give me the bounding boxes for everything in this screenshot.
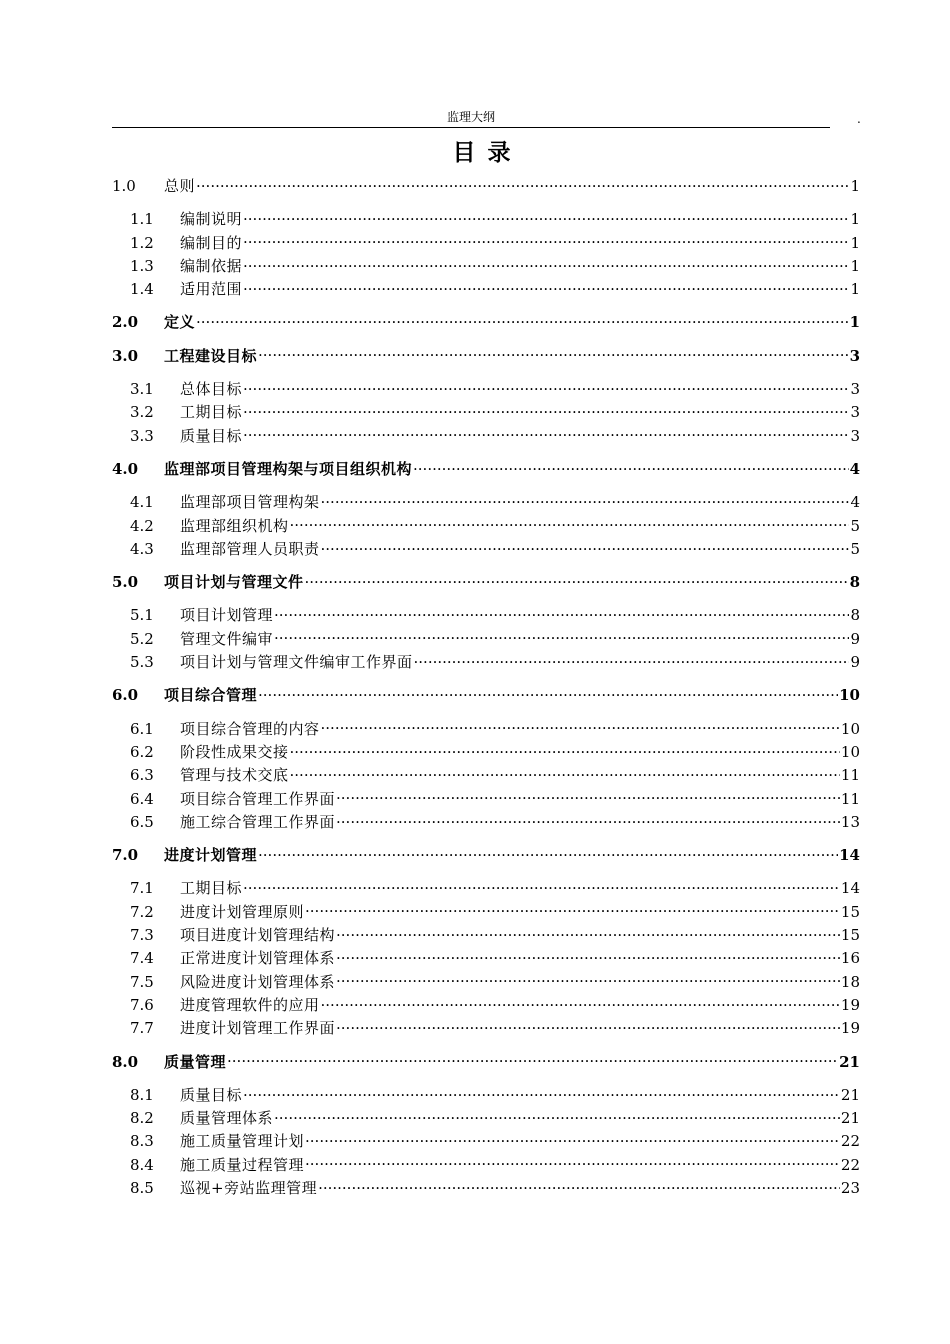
dot-leader bbox=[305, 1131, 840, 1146]
toc-page-number: 19 bbox=[840, 1019, 860, 1038]
dot-leader bbox=[290, 742, 840, 757]
toc-entry-title: 质量目标 bbox=[180, 1085, 243, 1104]
toc-subsection[interactable] bbox=[112, 811, 860, 834]
toc-page-number: 22 bbox=[840, 1132, 860, 1151]
toc-number: 8.5 bbox=[130, 1178, 154, 1197]
toc-page-number: 3 bbox=[850, 403, 860, 422]
toc-section[interactable] bbox=[112, 571, 860, 594]
dot-leader bbox=[321, 539, 850, 554]
toc-subsection[interactable] bbox=[112, 515, 860, 538]
toc-page-number: 1 bbox=[850, 177, 860, 195]
toc-subsection[interactable] bbox=[112, 208, 860, 231]
dot-leader bbox=[336, 972, 840, 987]
toc-entry-title: 管理文件编审 bbox=[180, 629, 274, 648]
dot-leader bbox=[243, 209, 849, 224]
dot-leader bbox=[243, 402, 849, 417]
toc-subsection[interactable] bbox=[112, 378, 860, 401]
toc-subsection[interactable] bbox=[112, 788, 860, 811]
toc-number: 6.0 bbox=[112, 686, 139, 705]
toc-page-number: 15 bbox=[840, 902, 860, 921]
toc-entry-title: 总体目标 bbox=[180, 380, 243, 399]
toc-entry-title: 监理部组织机构 bbox=[180, 516, 289, 535]
dot-leader bbox=[321, 492, 850, 507]
toc-number: 7.6 bbox=[130, 995, 154, 1014]
dot-leader bbox=[243, 426, 849, 441]
toc-entry-title: 项目计划与管理文件 bbox=[164, 573, 304, 592]
toc-number: 3.2 bbox=[130, 403, 154, 422]
toc-entry-title: 适用范围 bbox=[180, 280, 243, 299]
toc-entry-title: 总则 bbox=[164, 177, 196, 195]
toc-page-number: 8 bbox=[849, 573, 860, 592]
toc-subsection[interactable] bbox=[112, 401, 860, 424]
toc-number: 1.1 bbox=[130, 210, 154, 229]
toc-page-number: 1 bbox=[850, 280, 860, 299]
toc-entry-title: 正常进度计划管理体系 bbox=[180, 949, 336, 968]
toc-page-number: 3 bbox=[850, 380, 860, 399]
toc-number: 6.3 bbox=[130, 766, 154, 785]
dot-leader bbox=[321, 719, 840, 734]
toc-subsection[interactable] bbox=[112, 1177, 860, 1200]
toc-subsection[interactable] bbox=[112, 628, 860, 651]
dot-leader bbox=[336, 925, 840, 940]
dot-leader bbox=[258, 845, 838, 860]
dot-leader bbox=[336, 1018, 840, 1033]
toc-number: 7.5 bbox=[130, 972, 154, 991]
toc-number: 7.7 bbox=[130, 1019, 154, 1038]
toc-subsection[interactable] bbox=[112, 877, 860, 900]
toc-entry-title: 项目进度计划管理结构 bbox=[180, 926, 336, 945]
toc-entry-title: 编制依据 bbox=[180, 256, 243, 275]
toc-entry-title: 监理部管理人员职责 bbox=[180, 539, 320, 558]
toc-entry-title: 工期目标 bbox=[180, 879, 243, 898]
toc-entry-title: 质量目标 bbox=[180, 426, 243, 445]
toc-entry-title: 项目综合管理工作界面 bbox=[180, 789, 336, 808]
toc-entry-title: 施工质量管理计划 bbox=[180, 1132, 305, 1151]
toc-entry-title: 工程建设目标 bbox=[164, 346, 258, 365]
dot-leader bbox=[243, 379, 849, 394]
dot-leader bbox=[258, 346, 849, 361]
toc-page-number: 11 bbox=[840, 766, 860, 785]
toc-number: 8.0 bbox=[112, 1052, 139, 1071]
dot-leader bbox=[274, 605, 849, 620]
toc-page-number: 4 bbox=[850, 493, 860, 512]
toc-entry-title: 进度计划管理 bbox=[164, 846, 258, 865]
toc-subsection[interactable] bbox=[112, 651, 860, 674]
dot-leader bbox=[305, 902, 840, 917]
dot-leader bbox=[274, 629, 849, 644]
toc-page-number: 21 bbox=[840, 1109, 860, 1128]
toc-number: 7.1 bbox=[130, 879, 154, 898]
toc-subsection[interactable] bbox=[112, 764, 860, 787]
toc-page-number: 21 bbox=[839, 1052, 860, 1071]
toc-page-number: 19 bbox=[840, 995, 860, 1014]
toc-entry-title: 进度计划管理原则 bbox=[180, 902, 305, 921]
toc-page-number: 18 bbox=[840, 972, 860, 991]
toc-entry-title: 监理部项目管理构架与项目组织机构 bbox=[164, 459, 413, 478]
table-of-contents bbox=[112, 173, 860, 1200]
toc-page-number: 5 bbox=[850, 516, 860, 535]
toc-number: 6.1 bbox=[130, 719, 154, 738]
toc-entry-title: 定义 bbox=[164, 313, 196, 332]
toc-number: 7.2 bbox=[130, 902, 154, 921]
toc-number: 8.2 bbox=[130, 1109, 154, 1128]
toc-entry-title: 项目计划管理 bbox=[180, 606, 274, 625]
dot-leader bbox=[290, 516, 850, 531]
toc-section[interactable] bbox=[112, 175, 860, 198]
toc-subsection[interactable] bbox=[112, 255, 860, 278]
toc-page-number: 9 bbox=[850, 653, 860, 672]
toc-entry-title: 项目计划与管理文件编审工作界面 bbox=[180, 653, 413, 672]
header-mark: . bbox=[857, 112, 861, 126]
toc-number: 6.4 bbox=[130, 789, 154, 808]
toc-page-number: 1 bbox=[850, 233, 860, 252]
toc-page-number: 10 bbox=[839, 686, 860, 705]
dot-leader bbox=[243, 279, 849, 294]
toc-subsection[interactable] bbox=[112, 971, 860, 994]
toc-page-number: 21 bbox=[840, 1085, 860, 1104]
toc-page-number: 11 bbox=[840, 789, 860, 808]
toc-page-number: 14 bbox=[840, 879, 860, 898]
dot-leader bbox=[336, 789, 840, 804]
toc-number: 6.2 bbox=[130, 742, 154, 761]
dot-leader bbox=[305, 1155, 840, 1170]
toc-page-number: 4 bbox=[849, 459, 860, 478]
toc-number: 5.0 bbox=[112, 573, 139, 592]
toc-number: 1.2 bbox=[130, 233, 154, 252]
toc-subsection[interactable] bbox=[112, 741, 860, 764]
toc-section[interactable] bbox=[112, 458, 860, 481]
dot-leader bbox=[196, 312, 849, 327]
toc-section[interactable] bbox=[112, 684, 860, 707]
toc-entry-title: 阶段性成果交接 bbox=[180, 742, 289, 761]
dot-leader bbox=[290, 765, 840, 780]
toc-number: 8.4 bbox=[130, 1155, 154, 1174]
toc-page-number: 13 bbox=[840, 812, 860, 831]
toc-subsection[interactable] bbox=[112, 1017, 860, 1040]
toc-number: 2.0 bbox=[112, 313, 139, 332]
toc-entry-title: 施工综合管理工作界面 bbox=[180, 812, 336, 831]
dot-leader bbox=[414, 652, 850, 667]
dot-leader bbox=[243, 1085, 840, 1100]
toc-entry-title: 进度计划管理工作界面 bbox=[180, 1019, 336, 1038]
toc-subsection[interactable] bbox=[112, 994, 860, 1017]
toc-page-number: 8 bbox=[850, 606, 860, 625]
toc-entry-title: 质量管理体系 bbox=[180, 1109, 274, 1128]
toc-number: 1.3 bbox=[130, 256, 154, 275]
toc-entry-title: 编制目的 bbox=[180, 233, 243, 252]
toc-subsection[interactable] bbox=[112, 491, 860, 514]
toc-number: 3.1 bbox=[130, 380, 154, 399]
toc-subsection[interactable] bbox=[112, 232, 860, 255]
toc-number: 8.3 bbox=[130, 1132, 154, 1151]
dot-leader bbox=[258, 685, 838, 700]
dot-leader bbox=[243, 256, 849, 271]
toc-entry-title: 管理与技术交底 bbox=[180, 766, 289, 785]
toc-page-number: 9 bbox=[850, 629, 860, 648]
toc-subsection[interactable] bbox=[112, 604, 860, 627]
dot-leader bbox=[318, 1178, 840, 1193]
toc-entry-title: 巡视+旁站监理管理 bbox=[180, 1178, 318, 1197]
toc-entry-title: 项目综合管理 bbox=[164, 686, 258, 705]
toc-number: 5.1 bbox=[130, 606, 154, 625]
toc-number: 7.3 bbox=[130, 926, 154, 945]
dot-leader bbox=[336, 812, 840, 827]
toc-section[interactable] bbox=[112, 1051, 860, 1074]
toc-page-number: 23 bbox=[840, 1178, 860, 1197]
dot-leader bbox=[243, 878, 840, 893]
toc-entry-title: 质量管理 bbox=[164, 1052, 227, 1071]
dot-leader bbox=[227, 1052, 838, 1067]
toc-subsection[interactable] bbox=[112, 278, 860, 301]
toc-number: 5.2 bbox=[130, 629, 154, 648]
toc-page-number: 3 bbox=[850, 426, 860, 445]
toc-subsection[interactable] bbox=[112, 538, 860, 561]
dot-leader bbox=[305, 572, 849, 587]
toc-entry-title: 项目综合管理的内容 bbox=[180, 719, 320, 738]
page-header bbox=[112, 108, 830, 128]
dot-leader bbox=[413, 459, 849, 474]
toc-page-number: 15 bbox=[840, 926, 860, 945]
toc-page-number: 1 bbox=[850, 210, 860, 229]
dot-leader bbox=[243, 233, 849, 248]
toc-page-number: 10 bbox=[840, 742, 860, 761]
dot-leader bbox=[321, 995, 840, 1010]
toc-number: 7.0 bbox=[112, 846, 139, 865]
toc-subsection[interactable] bbox=[112, 425, 860, 448]
toc-number: 4.1 bbox=[130, 493, 154, 512]
toc-number: 4.3 bbox=[130, 539, 154, 558]
toc-page-number: 22 bbox=[840, 1155, 860, 1174]
toc-number: 4.2 bbox=[130, 516, 154, 535]
toc-page-number: 5 bbox=[850, 539, 860, 558]
toc-section[interactable] bbox=[112, 844, 860, 867]
toc-subsection[interactable] bbox=[112, 924, 860, 947]
header-title: 监理大纲 bbox=[446, 110, 495, 124]
toc-subsection[interactable] bbox=[112, 1154, 860, 1177]
toc-page-number: 1 bbox=[849, 313, 860, 332]
toc-subsection[interactable] bbox=[112, 1084, 860, 1107]
dot-leader bbox=[196, 176, 849, 191]
toc-section[interactable] bbox=[112, 345, 860, 368]
toc-number: 3.0 bbox=[112, 346, 139, 365]
toc-number: 4.0 bbox=[112, 459, 139, 478]
toc-number: 1.0 bbox=[112, 177, 136, 195]
toc-entry-title: 编制说明 bbox=[180, 210, 243, 229]
toc-subsection[interactable] bbox=[112, 901, 860, 924]
toc-number: 5.3 bbox=[130, 653, 154, 672]
toc-number: 1.4 bbox=[130, 280, 154, 299]
toc-subsection[interactable] bbox=[112, 718, 860, 741]
toc-page-number: 14 bbox=[839, 846, 860, 865]
toc-entry-title: 施工质量过程管理 bbox=[180, 1155, 305, 1174]
toc-title: 目录 bbox=[452, 139, 523, 166]
toc-page-number: 16 bbox=[840, 949, 860, 968]
toc-number: 7.4 bbox=[130, 949, 154, 968]
toc-entry-title: 进度管理软件的应用 bbox=[180, 995, 320, 1014]
toc-subsection[interactable] bbox=[112, 1130, 860, 1153]
toc-number: 8.1 bbox=[130, 1085, 154, 1104]
toc-subsection[interactable] bbox=[112, 947, 860, 970]
toc-number: 6.5 bbox=[130, 812, 154, 831]
toc-page-number: 3 bbox=[849, 346, 860, 365]
toc-subsection[interactable] bbox=[112, 1107, 860, 1130]
toc-page-number: 1 bbox=[850, 256, 860, 275]
toc-number: 3.3 bbox=[130, 426, 154, 445]
toc-section[interactable] bbox=[112, 311, 860, 334]
toc-entry-title: 风险进度计划管理体系 bbox=[180, 972, 336, 991]
dot-leader bbox=[274, 1108, 840, 1123]
dot-leader bbox=[336, 948, 840, 963]
toc-entry-title: 监理部项目管理构架 bbox=[180, 493, 320, 512]
toc-page-number: 10 bbox=[840, 719, 860, 738]
toc-entry-title: 工期目标 bbox=[180, 403, 243, 422]
